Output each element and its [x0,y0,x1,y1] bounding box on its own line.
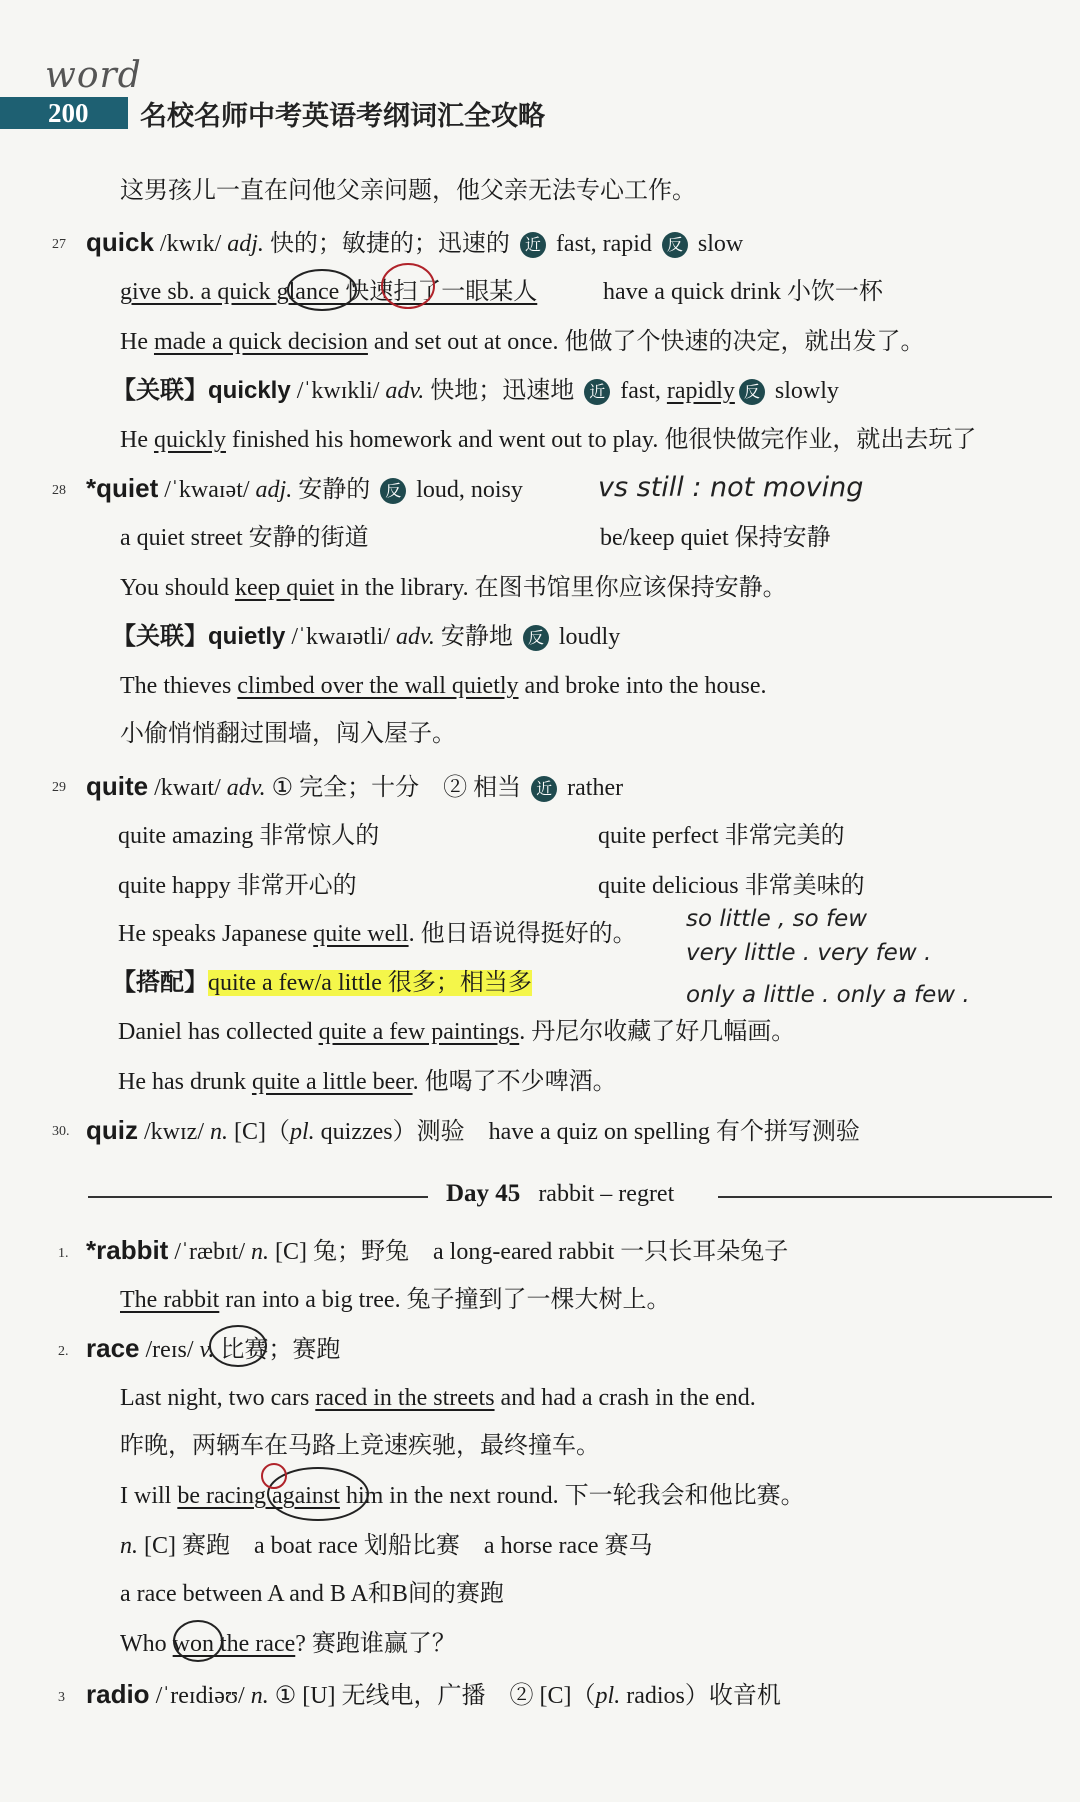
example-phrase: a race between A and B A和B间的赛跑 [120,1581,504,1607]
antonyms: slow [691,231,744,257]
day-title: Day 45 [446,1180,521,1207]
noun-sense: n. [C] 赛跑 a boat race 划船比赛 a horse race 赛马 [120,1533,653,1559]
sentence-translation: 昨晚，两辆车在马路上竞速疾驰，最终撞车。 [120,1433,600,1459]
antonym-icon: 反 [739,379,765,405]
related-label: 【关联】 [112,376,208,404]
collocation-label: 【搭配】 [112,968,208,996]
example-phrase: quite amazing 非常惊人的 [118,823,380,849]
handwritten-note: very little . very few . [686,940,932,966]
synonym-icon: 近 [584,379,610,405]
example-phrase: give sb. a quick glance 快速扫了一眼某人 [120,279,538,305]
example-sentence: He quickly finished his homework and went out to play. 他很快做完作业，就出去玩了 [120,427,977,453]
ink-circle [174,1621,222,1661]
example-phrase: be/keep quiet 保持安静 [600,525,831,551]
day-range: rabbit – regret [538,1181,675,1207]
headword: quick [86,227,154,257]
entry-number: 1. [58,1246,69,1261]
header-word-logo: word [45,55,142,96]
entry-number: 27 [52,237,66,252]
definition: 快的；敏捷的；迅速的 [263,231,516,257]
example-sentence: He has drunk quite a little beer. 他喝了不少啤酒。 [118,1069,617,1095]
highlighted-collocation: quite a few/a little 很多；相当多 [208,970,532,996]
related-entry: 【关联】quickly /ˈkwɪkli/ adv. 快地；迅速地 近 fast, rapidly 反 slowly [112,376,839,404]
ink-circle [382,264,434,308]
example-phrase: a quiet street 安静的街道 [120,525,369,551]
entry-quiet: *quiet /ˈkwaɪət/ adj. 安静的 反 loud, noisy [86,473,523,503]
example-sentence: Daniel has collected quite a few paintings. 丹尼尔收藏了好几幅画。 [118,1019,796,1045]
antonym-icon: 反 [523,625,549,651]
book-title: 名校名师中考英语考纲词汇全攻略 [140,101,545,132]
example-phrase: quite happy 非常开心的 [118,873,357,899]
handwritten-note: only a little . only a few . [686,982,970,1008]
synonym-icon: 近 [520,232,546,258]
ink-circle [288,270,356,310]
example-sentence: You should keep quiet in the library. 在图书馆里你应该保持安静。 [120,575,787,601]
example-sentence: I will be racing against him in the next round. 下一轮我会和他比赛。 [120,1483,805,1509]
pos: adj. [227,231,264,257]
entry-radio: radio /ˈreɪdiəʊ/ n. ① [U] 无线电，广播 ② [C]（pl. radios）收音机 [86,1679,781,1709]
entry-number: 28 [52,483,66,498]
page-number: 200 [48,98,89,128]
entry-quite: quite /kwaɪt/ adv. ① 完全；十分 ② 相当 近 rather [86,771,624,801]
entry-number: 30. [52,1124,70,1139]
example-phrase: have a quick drink 小饮一杯 [603,279,883,305]
entry-quiz: quiz /kwɪz/ n. [C]（pl. quizzes）测验 have a quiz on spelling 有个拼写测验 [86,1115,860,1145]
example-sentence: He made a quick decision and set out at once. 他做了个快速的决定，就出发了。 [120,329,925,355]
example-sentence: Who won the race? 赛跑谁赢了？ [120,1631,456,1657]
antonym-icon: 反 [380,478,406,504]
synonyms: fast, rapid [549,231,658,257]
ink-circle [268,1468,368,1520]
example-sentence: The thieves climbed over the wall quietly and broke into the house. [120,673,767,699]
handwritten-note: vs still : not moving [598,472,864,503]
entry-number: 3 [58,1690,65,1705]
entry-race: race /reɪs/ v. 比赛；赛跑 [86,1333,341,1363]
entry-rabbit: *rabbit /ˈræbɪt/ n. [C] 兔；野兔 a long-eared rabbit 一只长耳朵兔子 [86,1235,789,1265]
entry-number: 2. [58,1344,69,1359]
example-phrase: quite perfect 非常完美的 [598,823,845,849]
entry-number: 29 [52,780,66,795]
example-sentence: He speaks Japanese quite well. 他日语说得挺好的。 [118,921,637,947]
sentence-translation: 这男孩儿一直在问他父亲问题，他父亲无法专心工作。 [120,178,696,204]
handwritten-note: so little , so few [686,906,868,932]
related-entry: 【关联】quietly /ˈkwaɪətli/ adv. 安静地 反 loudly [112,622,621,650]
ink-circle [210,1326,266,1366]
sentence-translation: 小偷悄悄翻过围墙，闯入屋子。 [120,721,456,747]
antonym-icon: 反 [662,232,688,258]
example-sentence: The rabbit ran into a big tree. 兔子撞到了一棵大树上。 [120,1287,671,1313]
phonetic: /kwɪk/ [153,231,228,257]
example-sentence: Last night, two cars raced in the streets and had a crash in the end. [120,1385,756,1411]
synonym-icon: 近 [531,776,557,802]
example-phrase: quite delicious 非常美味的 [598,873,865,899]
